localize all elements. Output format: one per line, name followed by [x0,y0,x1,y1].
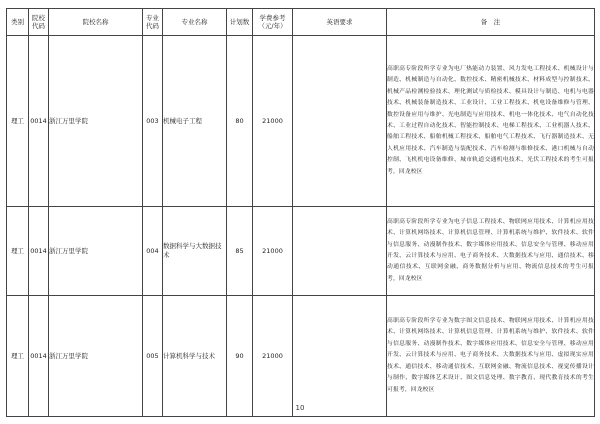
cell-school-name: 浙江万里学院 [49,296,143,417]
cell-tuition: 21000 [253,36,293,207]
cell-school-code: 0014 [29,207,49,296]
cell-language [293,296,387,417]
cell-major-name: 数据科学与大数据技术 [163,207,227,296]
cell-major-code: 004 [143,207,163,296]
cell-school-name: 浙江万里学院 [49,36,143,207]
header-major-name: 专业名称 [163,9,227,36]
cell-tuition: 21000 [253,207,293,296]
table-row [7,36,595,207]
cell-category: 理工 [7,207,29,296]
header-school-name: 院校名称 [49,9,143,36]
cell-remarks: 高职高专阶段所学专业为电子信息工程技术、物联网应用技术、计算机应用技术、计算机网络技术、计算机信息管理、计算机系统与维护、软件技术、软件与信息服务、动漫制作技术、数字媒体应用技术、信息安全与管理、移动应用开发、云计算技术与应用、电子商务技术、大数据技术与应用、通信技术、移动通信技术、互联网金融、商务数据分析与应用、物流信息技术的考生可报考，回龙校区 [387,207,595,296]
cell-school-name: 浙江万里学院 [49,207,143,296]
header-category: 类别 [7,9,29,36]
cell-school-code: 0014 [29,36,49,207]
header-major-code: 专业 代码 [143,9,163,36]
header-row [7,9,595,36]
header-school-code: 院校 代码 [29,9,49,36]
cell-category: 理工 [7,36,29,207]
cell-tuition: 21000 [253,296,293,417]
header-quota: 计划数 [227,9,253,36]
table-row [7,296,595,417]
page-number: 10 [295,404,305,412]
cell-category: 理工 [7,296,29,417]
cell-major-name: 机械电子工程 [163,36,227,207]
table-row [7,207,595,296]
cell-major-code: 005 [143,296,163,417]
cell-major-code: 003 [143,36,163,207]
cell-school-code: 0014 [29,296,49,417]
cell-language [293,207,387,296]
cell-quota: 85 [227,207,253,296]
cell-quota: 80 [227,36,253,207]
cell-major-name: 计算机科学与技术 [163,296,227,417]
cell-remarks: 高职高专阶段所学专业为电厂热能动力装置、风力发电工程技术、机械设计与制造、机械制造与自动化、数控技术、精密机械技术、材料成型与控制技术、机械产品检测检验技术、理化测试与质检技术、模具设计与制造、电机与电器技术、机械装备制造技术、工业设计、工业工程技术、机电设备维修与管理、数控设备应用与维护、光电制造与应用技术、机电一体化技术、电气自动化技术、工业过程自动化技术、智能控制技术、电梯工程技术、工业机器人技术、船舶工程技术、船舶机械工程技术、船舶电气工程技术、飞行器制造技术、无人机应用技术、汽车制造与装配技术、汽车检测与维修技术、港口机械与自动控制、飞机机电设备维修、城市轨道交通机电技术、光伏工程技术的考生可报考，回龙校区 [387,36,595,207]
admission-table [6,8,595,417]
header-language: 英语要求 [293,9,387,36]
cell-remarks: 高职高专阶段所学专业为数字图文信息技术、物联网应用技术、计算机应用技术、计算机网络技术、计算机信息管理、计算机系统与维护、软件技术、软件与信息服务、动漫制作技术、数字媒体应用技术、信息安全与管理、移动应用开发、云计算技术与应用、电子商务技术、大数据技术与应用、虚拟现实应用技术、通信技术、移动通信技术、互联网金融、物流信息技术、视觉传播设计与制作、数字媒体艺术设计、图文信息处理、数字教育、现代教育技术的考生可报考，回龙校区 [387,296,595,417]
header-remarks: 备 注 [387,9,595,36]
cell-language [293,36,387,207]
header-tuition: 学费参考 （元/年） [253,9,293,36]
cell-quota: 90 [227,296,253,417]
